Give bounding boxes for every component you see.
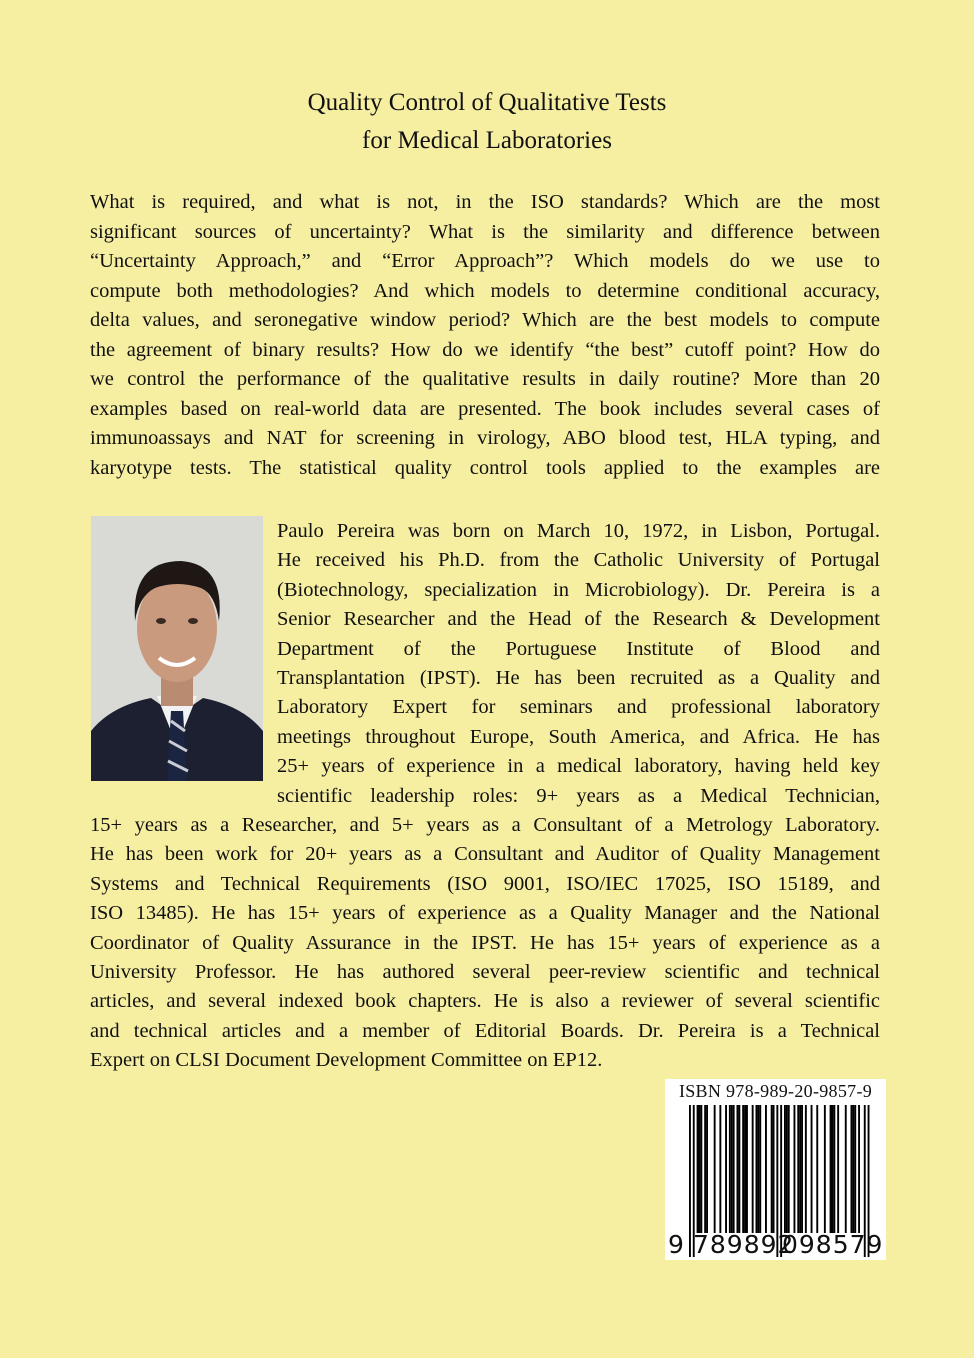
description-line: delta values, and seronegative window period? Which are the best models to compute — [90, 309, 880, 331]
bio-line: Systems and Technical Requirements (ISO 9001, ISO/IEC 17025, ISO 15189, and — [90, 872, 880, 895]
bio-line: ISO 13485). He has 15+ years of experience as a Quality Manager and the National — [90, 902, 880, 925]
barcode-bar — [832, 1105, 834, 1233]
barcode-bar — [738, 1105, 740, 1233]
barcode-bar — [771, 1105, 773, 1233]
barcode-bar — [786, 1105, 788, 1233]
barcode-bar — [858, 1105, 860, 1233]
barcode-bar — [729, 1105, 731, 1233]
barcode-bar — [699, 1105, 701, 1233]
bio-line: 15+ years as a Researcher, and 5+ years as a Consultant of a Metrology Laboratory. — [90, 814, 880, 836]
barcode-bar — [714, 1105, 716, 1233]
barcode-bar — [689, 1105, 691, 1257]
barcode-right-digits: 098579 — [782, 1230, 884, 1259]
barcode-bar — [794, 1105, 796, 1233]
bio-line: meetings throughout Europe, South America, and Africa. He has — [277, 725, 880, 748]
title-line-1: Quality Control of Qualitative Tests — [307, 89, 667, 116]
barcode-bar — [784, 1105, 786, 1233]
barcode-bar — [816, 1105, 818, 1233]
barcode-bar — [851, 1105, 853, 1233]
barcode-left-digits: 789892 — [693, 1230, 795, 1259]
barcode-bar — [725, 1105, 727, 1233]
title-line-2: for Medical Laboratories — [362, 127, 612, 154]
barcode-bar — [737, 1105, 739, 1233]
barcode-bar — [706, 1105, 708, 1233]
barcode-bar — [719, 1105, 721, 1233]
author-photo — [91, 516, 263, 781]
bio-line: Transplantation (IPST). He has been recruited as a Quality and — [277, 667, 880, 689]
bio-line: articles, and several indexed book chapters. He is also a reviewer of several scientific — [90, 990, 880, 1013]
barcode-first-digit: 9 — [668, 1230, 684, 1259]
description-line: “Uncertainty Approach,” and “Error Approach”? Which models do we use to — [90, 250, 880, 272]
barcode-bar — [811, 1105, 813, 1233]
barcode-bar — [830, 1105, 832, 1233]
bio-line: Department of the Portuguese Institute of Blood and — [277, 637, 880, 660]
bio-line: (Biotechnology, specialization in Microbiology). Dr. Pereira is a — [277, 578, 880, 601]
barcode-bar — [854, 1105, 856, 1233]
bio-line: Coordinator of Quality Assurance in the IPST. He has 15+ years of experience as a — [90, 931, 880, 954]
description-line: examples based on real-world data are presented. The book includes several cases of — [90, 397, 880, 420]
isbn-barcode — [665, 1079, 886, 1260]
bio-line: He received his Ph.D. from the Catholic University of Portugal — [277, 549, 880, 572]
barcode-bar — [731, 1105, 733, 1233]
barcode-bar — [833, 1105, 835, 1233]
description-line: the agreement of binary results? How do we identify “the best” cutoff point? How do — [90, 338, 880, 361]
description-line: immunoassays and NAT for screening in virology, ABO blood test, HLA typing, and — [90, 427, 880, 449]
barcode-bar — [805, 1105, 807, 1233]
barcode-bar — [773, 1105, 775, 1233]
description-line: we control the performance of the qualitative results in daily routine? More than 20 — [90, 368, 880, 390]
barcode-bar — [824, 1105, 826, 1233]
barcode-bar — [788, 1105, 790, 1233]
bio-line: University Professor. He has authored several peer-review scientific and technical — [90, 961, 880, 983]
barcode-bar — [756, 1105, 758, 1233]
barcode-bar — [733, 1105, 735, 1233]
isbn-label: ISBN 978-989-20-9857-9 — [678, 1081, 873, 1101]
bio-line: Paulo Pereira was born on March 10, 1972, in Lisbon, Portugal. — [277, 520, 880, 542]
bio-line: Senior Researcher and the Head of the Research & Development — [277, 608, 880, 631]
barcode-bar — [746, 1105, 748, 1233]
barcode-bar — [759, 1105, 761, 1233]
barcode-bar — [700, 1105, 702, 1233]
bio-line: scientific leadership roles: 9+ years as a Medical Technician, — [277, 784, 880, 807]
barcode-bar — [765, 1105, 767, 1233]
barcode-bar — [852, 1105, 854, 1233]
barcode-bar — [742, 1105, 744, 1233]
description-line: What is required, and what is not, in the ISO standards? Which are the most — [90, 191, 880, 213]
barcode-bar — [845, 1105, 847, 1233]
barcode-bar — [797, 1105, 799, 1233]
barcode-bar — [799, 1105, 801, 1233]
bio-line: Laboratory Expert for seminars and professional laboratory — [277, 696, 880, 719]
bio-line: and technical articles and a member of Editorial Boards. Dr. Pereira is a Technical — [90, 1019, 880, 1042]
bio-line: 25+ years of experience in a medical laboratory, having held key — [277, 755, 880, 778]
barcode-bar — [697, 1105, 699, 1233]
bio-line: Expert on CLSI Document Development Committee on EP12. — [90, 1049, 603, 1072]
barcode-bar — [752, 1105, 754, 1233]
book-title — [0, 84, 974, 160]
bio-line: He has been work for 20+ years as a Consultant and Auditor of Quality Management — [90, 843, 880, 866]
barcode-bar — [837, 1105, 839, 1233]
barcode-bar — [801, 1105, 803, 1233]
description-line: compute both methodologies? And which models to determine conditional accuracy, — [90, 279, 880, 302]
barcode-bar — [744, 1105, 746, 1233]
barcode-bar — [757, 1105, 759, 1233]
barcode-bar — [704, 1105, 706, 1233]
description-line: karyotype tests. The statistical quality control tools applied to the examples are — [90, 456, 880, 479]
description-line: significant sources of uncertainty? What is the similarity and difference between — [90, 220, 880, 243]
